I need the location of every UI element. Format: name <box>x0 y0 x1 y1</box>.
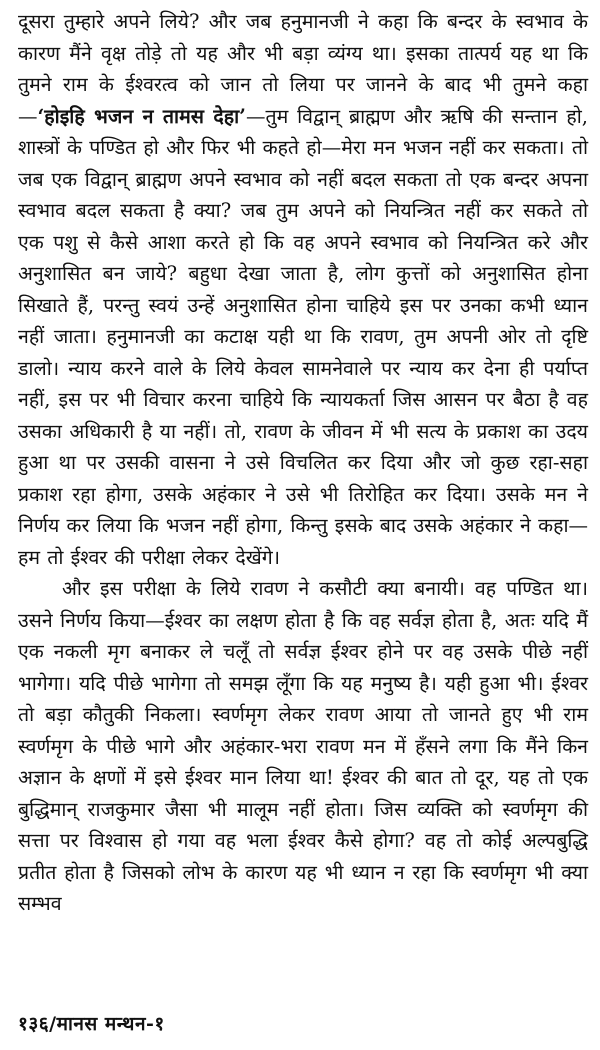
paragraph-1-text-after-quote: —तुम विद्वान् ब्राह्मण और ऋषि की सन्तान हो, शास्त्रों के पण्डित हो और फिर भी कहते हो—मेरा मन भजन नहीं कर सकता। तो जब एक विद्वान् ब्राह्मण अपने स्वभाव को नहीं बदल सकता तो एक बन्दर अपना स्वभाव बदल सकता है क्या? जब तुम अपने को नियन्त्रित नहीं कर सकते तो एक पशु से कैसे आशा करते हो कि वह अपने स्वभाव को नियन्त्रित करे और अनुशासित बन जाये? बहुधा देखा जाता है, लोग कुत्तों को अनुशासित होना सिखाते हैं, परन्तु स्वयं उन्हें अनुशासित होना चाहिये इस पर उनका कभी ध्यान नहीं जाता। हनुमानजी का कटाक्ष यही था कि रावण, तुम अपनी ओर तो दृष्टि डालो। न्याय करने वाले के लिये केवल सामनेवाले पर न्याय कर देना ही पर्याप्त नहीं, इस पर भी विचार करना चाहिये कि न्यायकर्ता जिस आसन पर बैठा है वह उसका अधिकारी है या नहीं। तो, रावण के जीवन में भी सत्य के प्रकाश का उदय हुआ था पर उसकी वासना ने उसे विचलित कर दिया और जो कुछ रहा-सहा प्रकाश रहा होगा, उसके अहंकार ने उसे भी तिरोहित कर दिया। उसके मन ने निर्णय कर लिया कि भजन नहीं होगा, किन्तु इसके बाद उसके अहंकार ने कहा—हम तो ईश्वर की परीक्षा लेकर देखेंगे। <box>18 104 588 569</box>
paragraph-1-text-before-quote: दूसरा तुम्हारे अपने लिये? और जब हनुमानजी ने कहा कि बन्दर के स्वभाव के कारण मैंने वृक्ष तोड़े तो यह और भी बड़ा व्यंग्य था। इसका तात्पर्य यह था कि तुमने राम के ईश्वरत्व को जान तो लिया पर जानने के बाद भी तुमने कहा— <box>18 10 588 128</box>
chaupai-quote: ‘होइहि भजन न तामस देहा’ <box>37 104 246 128</box>
paragraph-1 <box>18 6 588 573</box>
page-body <box>18 6 588 920</box>
page-footer: १३६/मानस मन्थन-१ <box>18 1013 165 1035</box>
paragraph-2: और इस परीक्षा के लिये रावण ने कसौटी क्या बनायी। वह पण्डित था। उसने निर्णय किया—ईश्वर का लक्षण होता है कि वह सर्वज्ञ होता है, अतः यदि मैं एक नकली मृग बनाकर ले चलूँ तो सर्वज्ञ ईश्वर होने पर वह उसके पीछे नहीं भागेगा। यदि पीछे भागेगा तो समझ लूँगा कि यह मनुष्य है। यही हुआ भी। ईश्वर तो बड़ा कौतुकी निकला। स्वर्णमृग लेकर रावण आया तो जानते हुए भी राम स्वर्णमृग के पीछे भागे और अहंकार-भरा रावण मन में हँसने लगा कि मैंने किन अज्ञान के क्षणों में इसे ईश्वर मान लिया था! ईश्वर की बात तो दूर, यह तो एक बुद्धिमान् राजकुमार जैसा भी मालूम नहीं होता। जिस व्यक्ति को स्वर्णमृग की सत्ता पर विश्वास हो गया वह भला ईश्वर कैसे होगा? वह तो कोई अल्पबुद्धि प्रतीत होता है जिसको लोभ के कारण यह भी ध्यान न रहा कि स्वर्णमृग भी क्या सम्भव <box>18 577 588 915</box>
